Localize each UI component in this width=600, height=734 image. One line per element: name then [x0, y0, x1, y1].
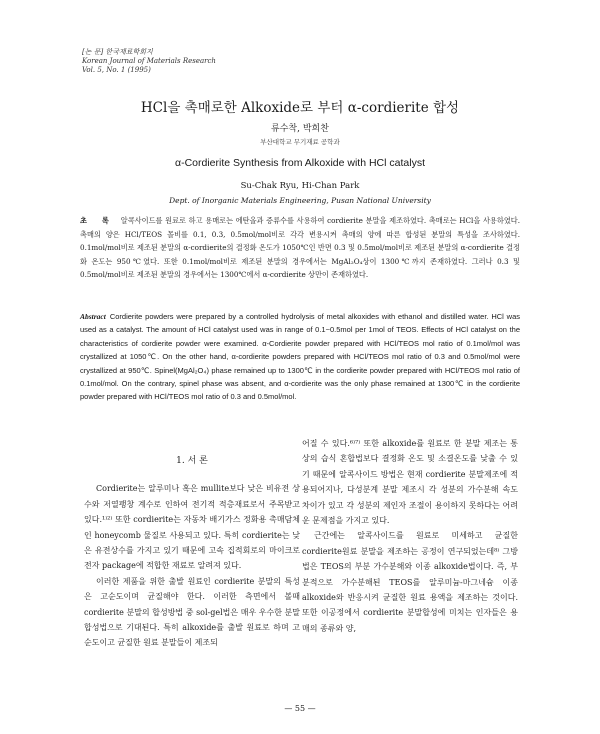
affiliation-korean: 부산대학교 무기재료 공학과 [260, 138, 340, 146]
title-english: α-Cordierite Synthesis from Alkoxide with HCl catalyst [175, 157, 425, 169]
abstract-korean-text: 알콕사이드를 원료로 하고 용매로는 에탄올과 증류수를 사용하여 cordierite 분말을 제조하였다. 촉매로는 HCl을 사용하였다. 촉매의 양은 HCl/TEOS 몰비를 0.1, 0.3, 0.5mol/mol비로 각각 변용시켜 촉매의 양에 따른 합성된 분말의 특성을 조사하였다. 0.1mol/mol비로 제조된 분말의 α-cordierite의 결정화 온도가 1050℃인 반면 0.3 및 0.5mol/mol비로 제조된 분말의 α-cordierite 결정화 온도는 950℃였다. 또한 0.1mol/mol비로 제조된 분말의 경우에서는 MgAl₂O₄상이 1300℃까지 존재하였다. 그러나 0.3 및 0.5mol/mol비로 제조된 분말의 경우에서는 1300℃에서 α-cordierite 상만이 존재하였다. [80, 216, 520, 279]
paragraph: 어질 수 있다.⁶⁾⁷⁾ 또한 alkoxide를 원료로 한 분말 제조는 통상의 습식 혼합법보다 결정화 온도 및 소결온도를 낮출 수 있기 때문에 알콕사이드 방법은 현재 cordierite 분말제조에 적용되어지나, 다성분계 분말 제조시 각 성분의 가수분해 속도 차이가 있고 각 성분의 제인자 조절이 용이하지 못하다는 어려운 문제점을 가지고 있다. [302, 439, 518, 526]
abstract-english-text: Cordierite powders were prepared by a controlled hydrolysis of metal alkoxides with ethanol and distilled water. HCl was used as a catalyst. The amount of HCl catalyst used was in range of 0.1~0.5mol per 1mol of TEOS. Effects of HCl catalyst on the characteristics of cordierite powder were examined. α-Cordierite powder prepared with HCl/TEOS mol ratio of 0.1mol/mol was crystallized at 1050℃. On the other hand, α-cordierite powders prepared with HCl/TEOS mol ratio of 0.3 and 0.5mol/mol were crystallized at 950℃. Spinel(MgAl₂O₄) phase remained up to 1300℃ in the cordierite powder prepared with HCl/TEOS mol ratio of 0.1mol/mol. On the contrary, spinel phase was absent, and α-cordierite was the only phase remained at 1300℃ in the cordierite powder prepared with HCl/TEOS mol ratio of 0.3 and 0.5mol/mol. [80, 312, 520, 402]
paragraph: 이러한 제품을 위한 출발 원료인 cordierite 분말의 특성은 고순도이며 균질해야 한다. 이러한 측면에서 볼때 cordierite 분말의 합성방법 중 sol-gel법은 매우 우수한 분말 합성법으로 기대된다. 특히 alkoxide를 출발 원료로 하며 고순도이고 균질한 원료 분말들이 제조되 [84, 576, 300, 648]
journal-line-1: [논 문] 한국재료학회지 [82, 48, 153, 56]
abstract-korean-label: 초 록 [80, 216, 115, 225]
page-number: — 55 — [284, 704, 316, 713]
abstract-korean [80, 214, 520, 282]
abstract-english-label: Abstract [80, 312, 106, 321]
affiliation-english: Dept. of Inorganic Materials Engineering, Pusan National University [169, 196, 431, 205]
section-heading: 1. 서 론 [176, 456, 208, 466]
paragraph: Cordierite는 알루미나 혹은 mullite보다 낮은 비유전 상수와 저열팽창 계수로 인하여 전기적 적층재료로서 주목받고 있다.¹⁾²⁾ 또한 cordierite는 자동차 배기가스 정화용 촉매담체인 honeycomb 물질로 사용되고 있다. 특히 cordierite는 낮은 유전상수를 가지고 있기 때문에 고속 집적회로의 마이크로 전자 package에 적합한 재료로 알려져 있다. [84, 484, 300, 571]
column-right [302, 436, 518, 636]
journal-line-2: Korean Journal of Materials Research [82, 57, 216, 65]
title-korean: HCl을 촉매로한 Alkoxide로 부터 α-cordierite 합성 [140, 100, 460, 116]
authors-korean: 류수착, 박희찬 [271, 124, 329, 134]
paragraph: 근간에는 알콕사이드를 원료로 미세하고 균질한 cordierite원료 분말을 제조하는 공정이 연구되었는데⁸⁾ 그방법은 TEOS의 부분 가수분해와 이종 alkoxide법이다. 즉, 부분적으로 가수분해된 TEOS를 알루미늄-마그네슘 이종 alkoxide와 반응시켜 균질한 원료 용액을 제조하는 것이다. 또한 이공정에서 cordierite 분말합성에 미치는 인자들은 용매의 종류와 양, [302, 531, 518, 633]
authors-english: Su-Chak Ryu, Hi-Chan Park [240, 181, 360, 191]
abstract-english [80, 310, 520, 404]
journal-line-3: Vol. 5, No. 1 (1995) [82, 66, 151, 74]
column-left [84, 432, 300, 651]
journal-header [82, 48, 216, 75]
